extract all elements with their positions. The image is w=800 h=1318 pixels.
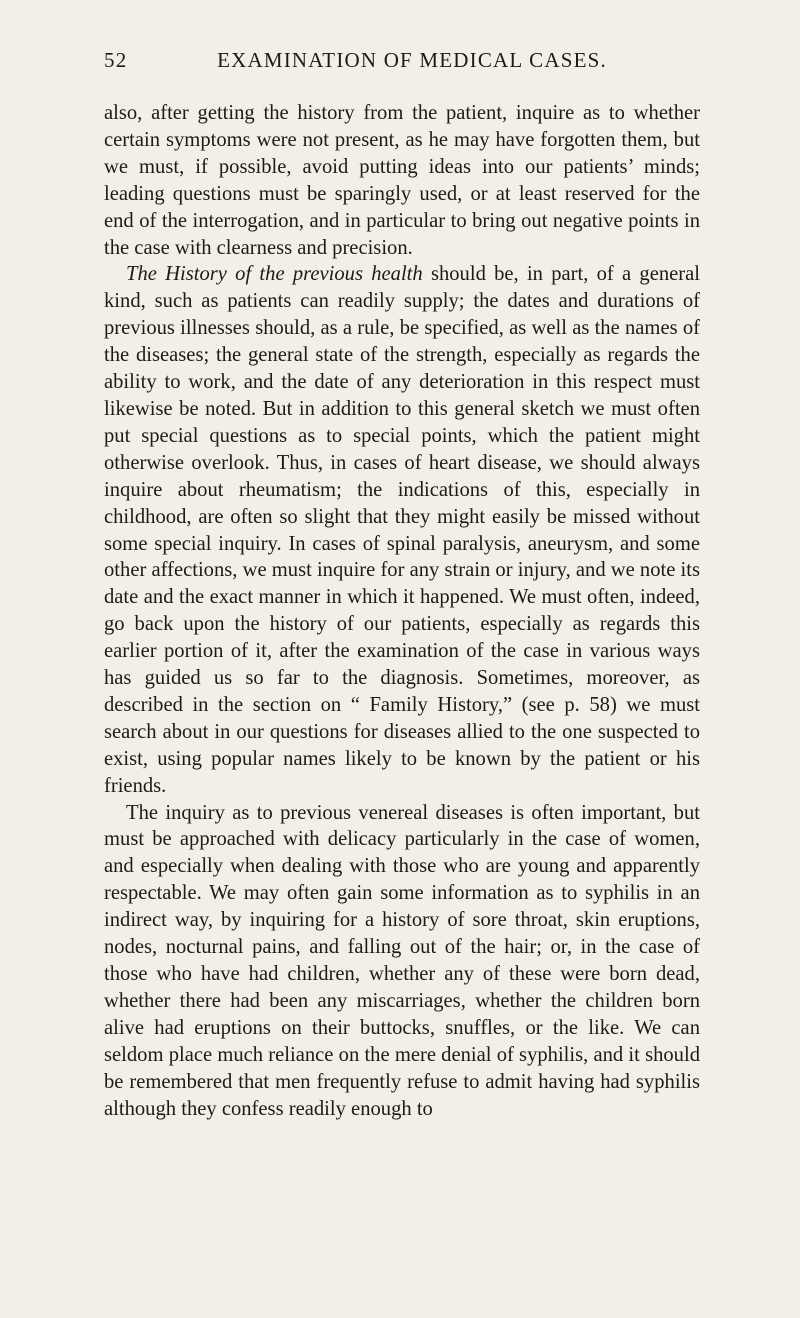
paragraph-continuation: also, after getting the history from the patient, inquire as to whether certain symptoms were not present, as he may have forgotten them, but we must, if possible, avoid putting ideas into our patients’ minds; leading questions must be sparingly used, or at least reserved for the end of the interrogation, and in particular to bring out negative points in the case with clearness and precision.: [104, 102, 700, 259]
italic-lead: The History of the previous health: [126, 263, 423, 286]
paragraph-text: should be, in part, of a general kind, such as patients can readily supply; the dates and durations of previous illnesses should, as a rule, be specified, as well as the names of the diseases; the general state of the strength, especially as regards the ability to work, and the date of any deterioration in this respect must likewise be noted. But in addition to this general sketch we must often put special questions as to special points, which the patient might otherwise overlook. Thus, in cases of heart disease, we should always inquire about rheumatism; the indications of this, especially in childhood, are often so slight that they might easily be missed without some special inquiry. In cases of spinal paralysis, aneurysm, and some other affections, we must inquire for any strain or injury, and we note its date and the exact manner in which it happened. We must often, indeed, go back upon the history of our patients, especially as regards this earlier portion of it, after the examination of the case in various ways has guided us so far to the diagnosis. Sometimes, moreover, as described in the section on “ Family History,” (see p. 58) we must search about in our questions for diseases allied to the one suspected to exist, using popular names likely to be known by the patient or his friends.: [104, 263, 700, 797]
paragraph-previous-health: [104, 261, 700, 799]
body-text: [104, 100, 700, 1122]
page-number: 52: [104, 48, 128, 72]
running-head: [104, 48, 700, 80]
paragraph-venereal-diseases: The inquiry as to previous venereal diseases is often important, but must be approached with delicacy particularly in the case of women, and especially when dealing with those who are young and apparently respectable. We may often gain some information as to syphilis in an indirect way, by inquiring for a history of sore throat, skin eruptions, nodes, nocturnal pains, and falling out of the hair; or, in the case of those who have had children, whether any of these were born dead, whether there had been any miscarriages, whether the children born alive had eruptions on their buttocks, snuffles, or the like. We can seldom place much reliance on the mere denial of syphilis, and it should be remembered that men frequently refuse to admit having had syphilis although they confess readily enough to: [104, 801, 700, 1120]
running-title: EXAMINATION OF MEDICAL CASES.: [217, 48, 607, 72]
